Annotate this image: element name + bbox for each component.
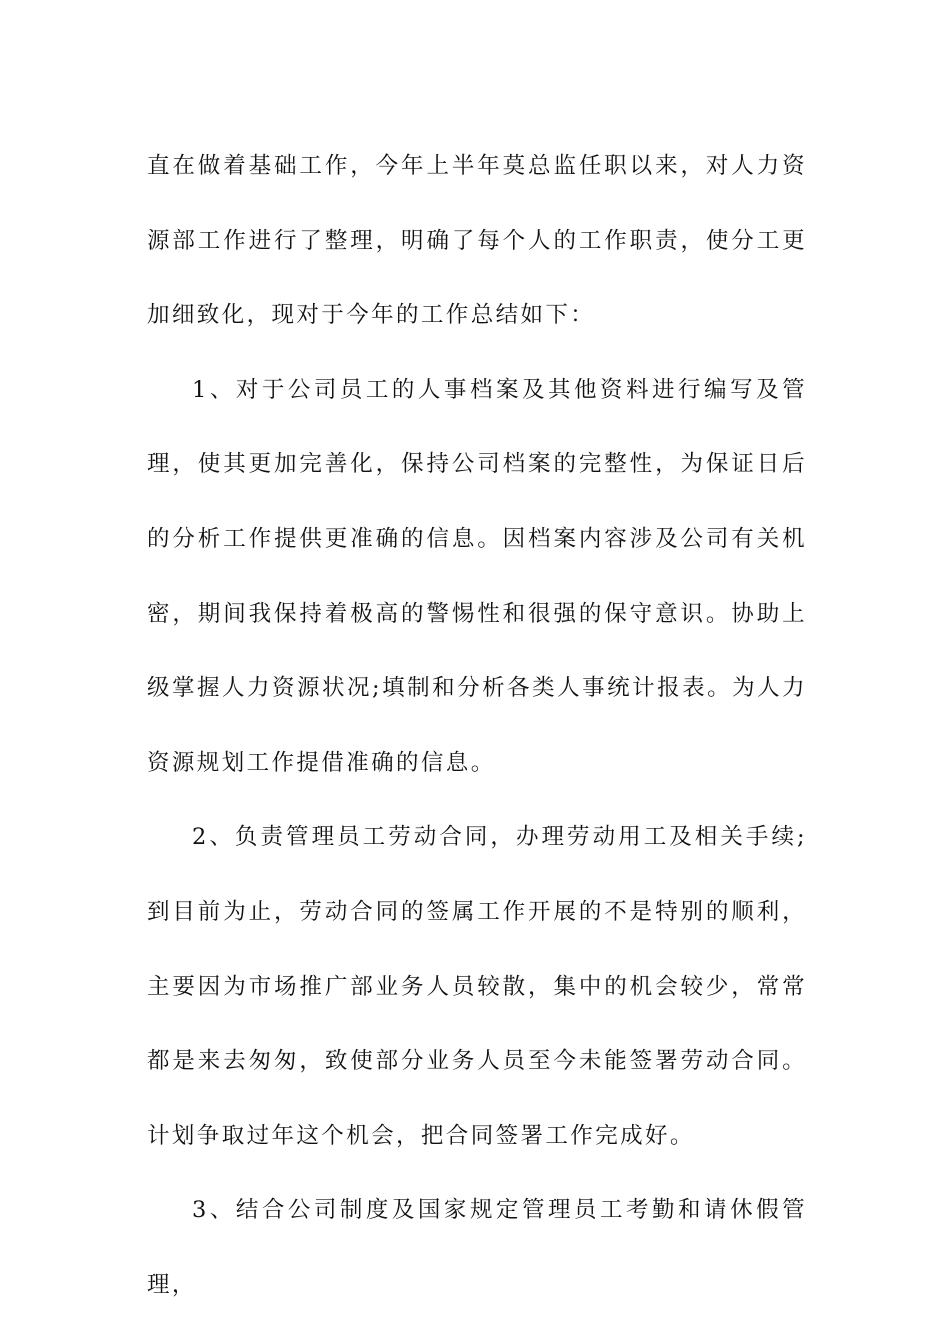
paragraph-item-1: 1、对于公司员工的人事档案及其他资料进行编写及管理，使其更加完善化，保持公司档案的完整性，为保证日后的分析工作提供更准确的信息。因档案内容涉及公司有关机密，期间我保持着极高的警惕性和很强的保守意识。协助上级掌握人力资源状况;填制和分析各类人事统计报表。为人力资源规划工作提借准确的信息。 <box>147 376 807 776</box>
paragraph-item-3: 3、结合公司制度及国家规定管理员工考勤和请休假管理， <box>147 1197 807 1298</box>
paragraph-intro: 直在做着基础工作，今年上半年莫总监任职以来，对人力资源部工作进行了整理，明确了每个人的工作职责，使分工更加细致化，现对于今年的工作总结如下： <box>147 153 807 329</box>
document-body <box>147 129 807 1323</box>
paragraph-item-2: 2、负责管理员工劳动合同，办理劳动用工及相关手续;到目前为止，劳动合同的签属工作开展的不是特别的顺利，主要因为市场推广部业务人员较散，集中的机会较少，常常都是来去匆匆，致使部分业务人员至今未能签署劳动合同。计划争取过年这个机会，把合同签署工作完成好。 <box>147 824 807 1149</box>
